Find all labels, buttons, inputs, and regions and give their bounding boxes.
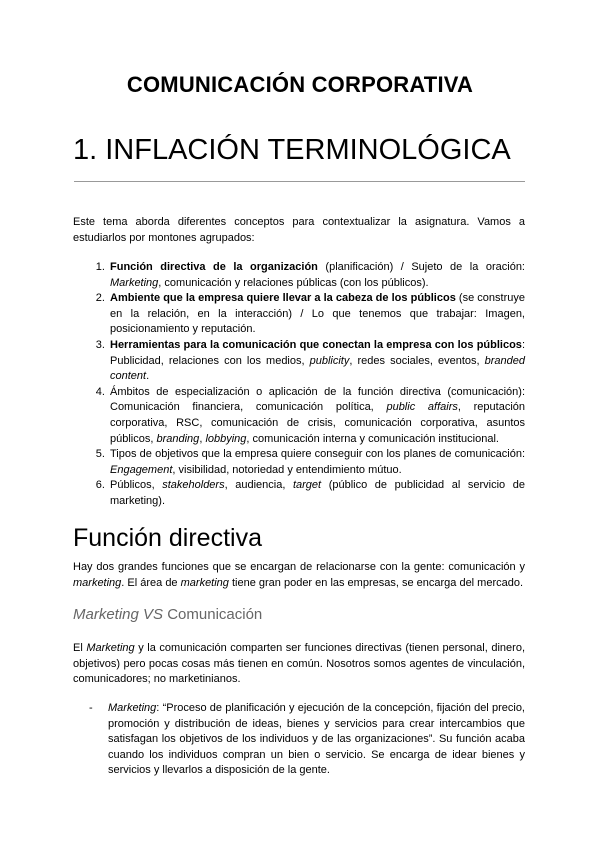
document-title: COMUNICACIÓN CORPORATIVA [126,72,474,97]
paragraph-text: . El área de [121,576,181,589]
item-text: , comunicación interna y comunicación institucional. [246,432,499,445]
item-text: Ámbitos de especialización o aplicación de la función directiva (comunicación): Comunicación financiera, comunicación política, [110,385,525,414]
item-text: , visibilidad, notoriedad y entendimiento mútuo. [172,463,402,476]
item-italic-text: public affairs [386,401,458,414]
paragraph-italic-text: marketing [180,576,229,589]
item-text: : Publicidad, relaciones con los medios, [110,338,525,367]
paragraph-text: El [73,642,87,654]
subheading-italic-text: Marketing VS [73,606,164,623]
item-italic-text: Marketing [110,276,159,289]
item-italic-text: branding [156,432,200,445]
bullet-body-text: : “Proceso de planificación y ejecución de la concepción, fijación del precio, promoción y distribución de ideas, bienes y servicios para crear intercambios que satisfagan los objetivos de los individuos y de las organizaciones”. Su función acaba cuando los individuos compran un bien o servicio. Se encarga de idear bienes y servicios y llevarlos a disposición de la gente. [108,702,525,777]
list-item [108,478,525,509]
item-bold-text: Función directiva de la organización [110,261,318,273]
section-heading-inflacion: 1. INFLACIÓN TERMINOLÓGICA [73,134,511,166]
item-italic-text: publicity [309,354,350,367]
item-italic-text: stakeholders [162,479,225,492]
item-text: . [146,370,150,383]
list-item [108,291,525,338]
item-text: , reputación corporativa, RSC, comunicación de crisis, comunicación corporativa, asuntos públicos, [110,401,525,445]
subheading-text: Comunicación [163,606,263,623]
item-text: , audiencia, [224,479,293,492]
item-text: Tipos de objetivos que la empresa quiere conseguir con los planes de comunicación: [110,448,525,461]
subheading-marketing-vs-comunicacion [73,606,262,623]
item-text: (planificación) / Sujeto de la oración: [317,261,525,273]
paragraph-text: y la comunicación comparten ser funciones directivas (tienen personal, dinero, objetivos) pero pocas cosas más tienen en común. Nosotros somos agentes de vinculación, comunicadores; no marketinianos. [73,642,525,686]
item-text: , comunicación y relaciones públicas (con los públicos). [158,276,429,289]
section-heading-funcion-directiva: Función directiva [73,524,262,552]
bullet-marker: - [89,702,93,714]
paragraph-text: Hay dos grandes funciones que se encargan de relacionarse con la gente: comunicación y [73,561,525,573]
item-text: , redes sociales, eventos, [349,354,485,367]
item-text: (se construye en la relación, en la interacción) / Lo que tenemos que trabajar: Imagen, posicionamiento y reputación. [110,292,525,336]
list-item [108,385,525,447]
heading-divider [74,181,525,182]
item-italic-text: lobbying [205,432,247,445]
funcion-paragraph [73,560,525,591]
list-item [108,338,525,385]
bullet-text [92,701,525,779]
marketing-paragraph [73,641,525,688]
marketing-definition-bullet [89,701,525,779]
intro-paragraph: Este tema aborda diferentes conceptos para contextualizar la asignatura. Vamos a estudiarlos por montones agrupados: [73,216,525,244]
concept-list [73,260,525,510]
item-italic-text: Engagement [110,463,173,476]
item-italic-text: branded content [110,354,525,383]
item-text: , [199,432,206,445]
list-item [108,447,525,478]
item-text: Públicos, [110,479,163,492]
list-item [108,260,525,291]
paragraph-italic-text: Marketing [86,642,135,654]
item-text: (público de publicidad al servicio de marketing). [110,479,525,507]
item-bold-text: Herramientas para la comunicación que conectan la empresa con los públicos [110,338,522,351]
item-bold-text: Ambiente que la empresa quiere llevar a la cabeza de los públicos [110,292,456,305]
item-italic-text: target [292,479,322,492]
paragraph-italic-text: marketing [73,576,122,589]
bullet-italic-text: Marketing [108,702,157,714]
paragraph-text: tiene gran poder en las empresas, se encarga del mercado. [228,576,524,589]
